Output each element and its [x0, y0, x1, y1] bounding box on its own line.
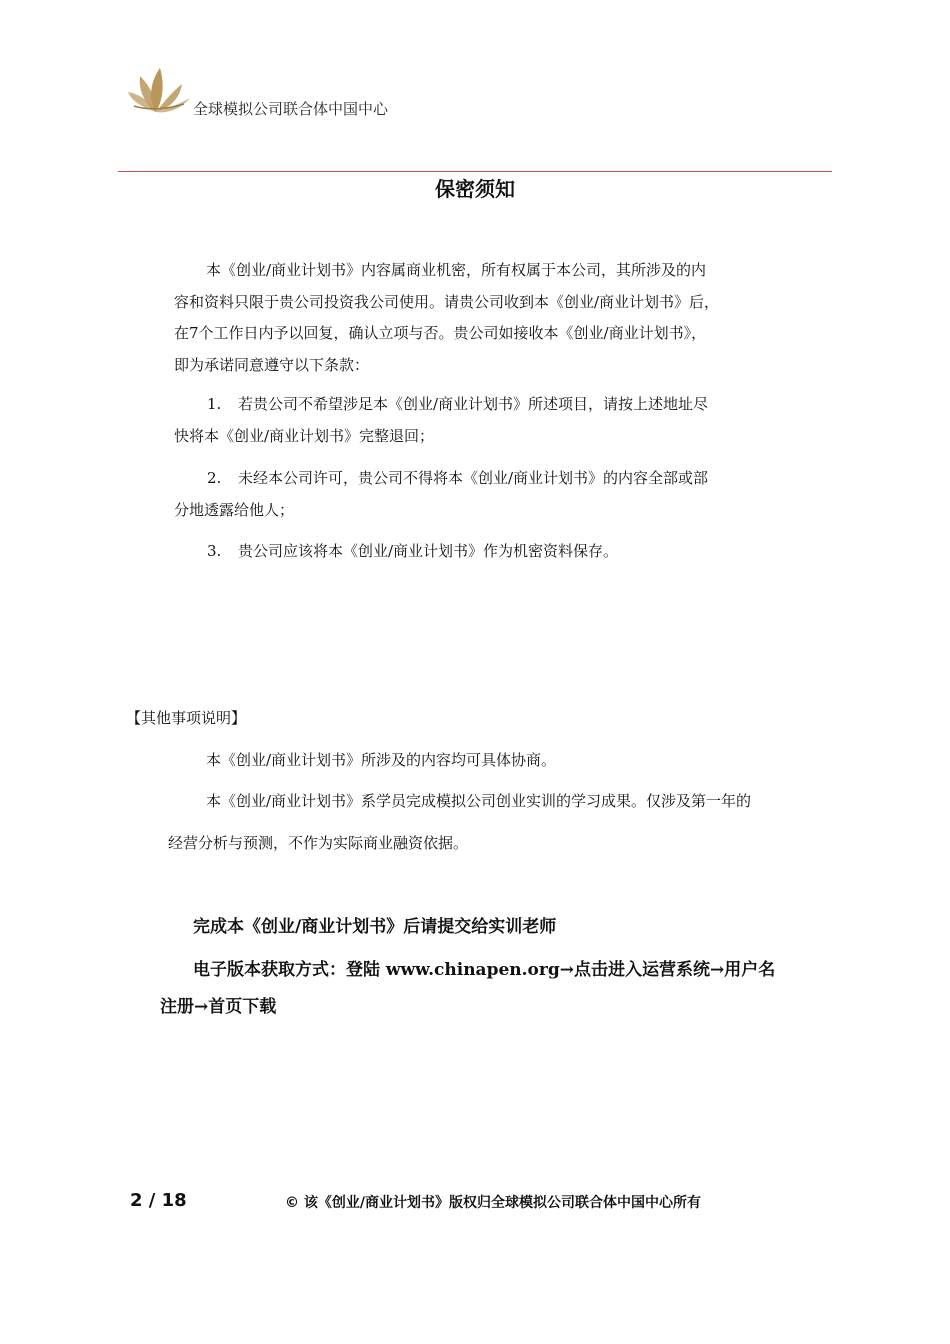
clause-text: 分地透露给他人； — [174, 500, 295, 519]
clause-number: 2. — [207, 469, 222, 487]
golden-lotus-logo-icon — [126, 66, 192, 114]
download-notice-cont: 注册→首页下载 — [160, 997, 277, 1017]
other-line: 本《创业/商业计划书》系学员完成模拟公司创业实训的学习成果。仅涉及第一年的 — [206, 792, 752, 810]
header-rule — [118, 171, 832, 172]
copyright-text: © 该《创业/商业计划书》版权归全球模拟公司联合体中国中心所有 — [285, 1195, 701, 1211]
page-number: 2 / 18 — [130, 1190, 187, 1211]
clause-text: 快将本《创业/商业计划书》完整退回； — [174, 426, 435, 445]
intro-line: 本《创业/商业计划书》内容属商业机密，所有权属于本公司，其所涉及的内 — [206, 261, 707, 279]
intro-line: 容和资料只限于贵公司投资我公司使用。请贵公司收到本《创业/商业计划书》后， — [174, 292, 720, 311]
intro-line: 在7个工作日内予以回复，确认立项与否。贵公司如接收本《创业/商业计划书》， — [174, 324, 707, 342]
clause-text: 若贵公司不希望涉足本《创业/商业计划书》所述项目，请按上述地址尽 — [238, 395, 709, 413]
clause-item — [174, 389, 708, 452]
other-heading: 【其他事项说明】 — [126, 709, 247, 727]
clause-number: 3. — [207, 542, 222, 560]
other-line: 经营分析与预测，不作为实际商业融资依据。 — [168, 834, 469, 852]
other-line: 本《创业/商业计划书》所涉及的内容均可具体协商。 — [206, 751, 557, 769]
org-name: 全球模拟公司联合体中国中心 — [193, 100, 389, 118]
clause-text: 未经本公司许可，贵公司不得将本《创业/商业计划书》的内容全部或部 — [238, 469, 709, 487]
intro-line: 即为承诺同意遵守以下条款： — [174, 355, 370, 374]
intro-paragraph — [174, 255, 719, 381]
clause-item — [174, 463, 708, 526]
clause-item — [174, 536, 618, 568]
download-notice: 电子版本获取方式：登陆 www.chinapen.org→点击进入运营系统→用户名 — [193, 960, 776, 980]
page-title: 保密须知 — [435, 177, 515, 201]
clause-number: 1. — [207, 395, 222, 413]
submit-notice: 完成本《创业/商业计划书》后请提交给实训老师 — [193, 917, 557, 937]
clause-text: 贵公司应该将本《创业/商业计划书》作为机密资料保存。 — [238, 542, 619, 560]
